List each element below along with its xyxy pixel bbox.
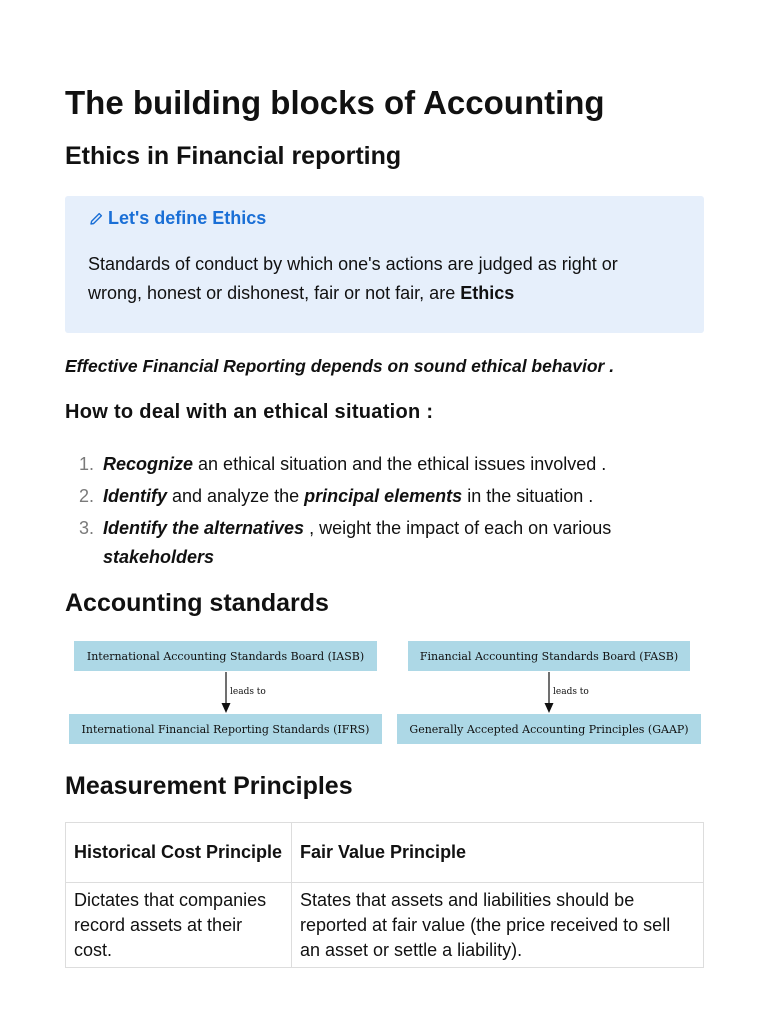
step-keyword: Identify [103, 486, 168, 506]
section-heading-ethics: Ethics in Financial reporting [65, 142, 402, 170]
arrowhead-fasb-gaap [545, 703, 554, 713]
section-heading-measurement: Measurement Principles [65, 772, 353, 800]
subheading-ethical-situation: How to deal with an ethical situation : [65, 401, 434, 423]
list-item [65, 482, 685, 511]
edge-label-left: leads to [230, 687, 266, 697]
table-header-fair-value: Fair Value Principle [292, 823, 704, 883]
step-text: , weight the impact of each on various [304, 518, 612, 538]
arrowhead-iasb-ifrs [222, 703, 231, 713]
list-number: 2. [79, 486, 95, 506]
edge-label-right: leads to [553, 687, 589, 697]
step-keyword: Identify the alternatives [103, 518, 305, 538]
list-item [65, 450, 685, 479]
list-number: 1. [79, 454, 95, 474]
step-keyword-2: principal elements [304, 486, 463, 506]
principles-table [65, 822, 704, 968]
callout-body [88, 250, 668, 308]
table-row [66, 883, 704, 968]
table-header-row [66, 823, 704, 883]
list-item [65, 514, 685, 572]
step-text: an ethical situation and the ethical issues involved . [193, 454, 607, 474]
section-heading-standards: Accounting standards [65, 589, 329, 617]
node-ifrs: International Financial Reporting Standards (IFRS) [69, 714, 382, 744]
callout-body-text: Standards of conduct by which one's actions are judged as right or wrong, honest or dishonest, fair or not fair, are [88, 254, 618, 303]
callout-title-text: Let's define Ethics [108, 208, 267, 228]
table-cell: States that assets and liabilities should be reported at fair value (the price received to sell an asset or settle a liability). [292, 883, 704, 968]
callout-title [88, 208, 266, 229]
list-number: 3. [79, 518, 95, 538]
callout-body-bold: Ethics [460, 283, 515, 303]
pencil-icon [88, 211, 104, 227]
node-gaap: Generally Accepted Accounting Principles (GAAP) [397, 714, 701, 744]
page-title: The building blocks of Accounting [65, 84, 605, 121]
step-text-2: in the situation . [462, 486, 594, 506]
table-cell: Dictates that companies record assets at their cost. [66, 883, 292, 968]
step-keyword: Recognize [103, 454, 194, 474]
table-header-historical-cost: Historical Cost Principle [66, 823, 292, 883]
steps-list [65, 450, 685, 575]
emphasis-statement: Effective Financial Reporting depends on sound ethical behavior . [65, 356, 615, 376]
step-keyword-2: stakeholders [103, 547, 215, 567]
node-iasb: International Accounting Standards Board (IASB) [74, 641, 377, 671]
node-fasb: Financial Accounting Standards Board (FASB) [408, 641, 690, 671]
step-text: and analyze the [167, 486, 305, 506]
